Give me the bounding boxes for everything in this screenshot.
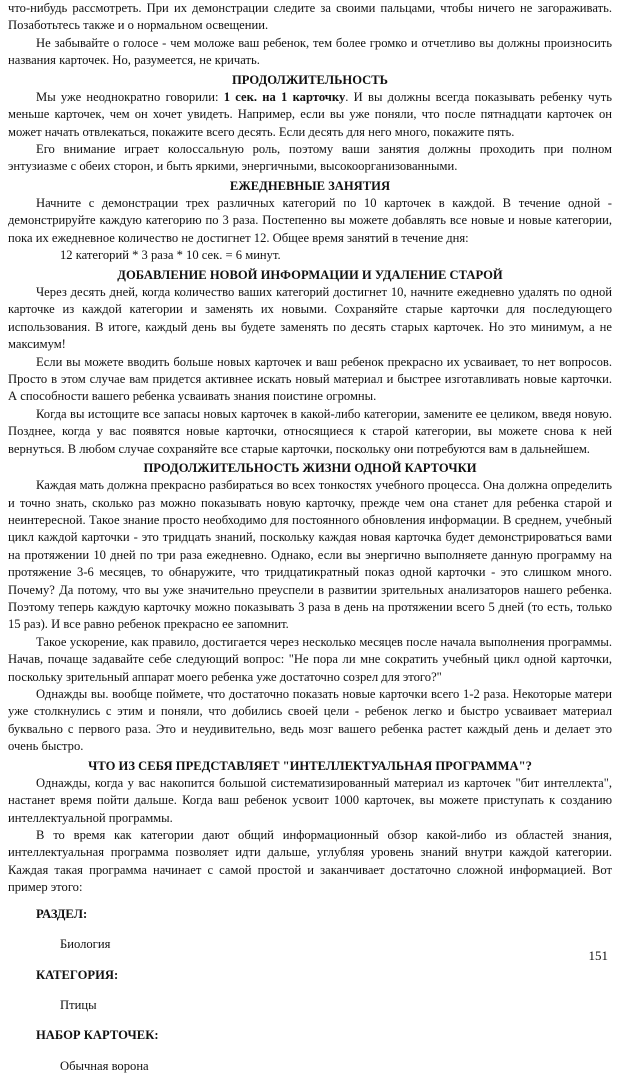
paragraph-lifespan-1: Каждая мать должна прекрасно разбираться во всех тонкостях учебного процесса. Она должна определить и точно знать, сколько раз можно показывать новую карточку, прежде чем она станет для ребенка старой и неинтересной. Такое знание просто необходимо для постоянного обновления информации. В среднем, учебный цикл каждой карточки - это тридцать знаний, поскольку каждая новая карточка будет демонстрироваться вами на протяжении 10 дней по три раза ежедневно. Однако, если вы энергично выполняете данную программу на протяжение 3-6 месяцев, то обнаружите, что тридцатикратный показ одной карточки - это слишком много. Почему? Да потому, что вы уже значительно преуспели в развитии зрительных анализаторов нашего ребенка. Поэтому теперь каждую карточку можно показывать 3 раза в день на протяжении всего 5 дней (то есть, только 15 раз). И все равно ребенок прекрасно ее запомнит. [8, 478, 612, 632]
heading-duration: ПРОДОЛЖИТЕЛЬНОСТЬ [232, 72, 388, 87]
label-category: КАТЕГОРИЯ: [36, 967, 119, 982]
paragraph-lifespan-3: Однажды вы. вообще поймете, что достаточно показать новые карточки всего 1-2 раза. Некоторые матери уже столкнулись с этим и поняли, что добились своей цели - ребенок легко и быстро усваивает материал буквально с первого раза. Это и неудивительно, ведь мозг вашего ребенка растет каждый день и делает это очень быстро. [8, 687, 612, 754]
value-section: Биология [60, 937, 111, 952]
duration-text-end: . И вы должны всегда показывать ребенку чуть меньше карточек, чем он хочет увидеть. Например, если вы уже поняли, что после пятнадцати карточек он может начать отвлекаться, покажите всего десять. Если десять для него много, покажите пять. [8, 89, 612, 139]
paragraph-lifespan-2: Такое ускорение, как правило, достигается через несколько месяцев после начала выполнения программы. Начав, почаще задавайте себе следующий вопрос: "Не пора ли мне сократить учебный цикл одной карточки, поскольку зрительный аппарат моего ребенка уже достаточно созрел для этого?" [8, 634, 612, 684]
time-formula: 12 категорий * 3 раза * 10 сек. = 6 минут. [60, 248, 281, 263]
value-card-set: Обычная ворона [60, 1058, 149, 1073]
paragraph-adding-1: Через десять дней, когда количество ваших категорий достигнет 10, начните ежедневно удалять по одной карточке из каждой категории и заменять их новыми. Сохраняйте старые карточки для последующего использования. В итоге, каждый день вы будете заменять по десять старых карточек. Но это минимум, а не максимум! [8, 284, 612, 352]
heading-card-lifespan: ПРОДОЛЖИТЕЛЬНОСТЬ ЖИЗНИ ОДНОЙ КАРТОЧКИ [143, 460, 477, 475]
heading-daily-sessions: ЕЖЕДНЕВНЫЕ ЗАНЯТИЯ [229, 178, 391, 193]
paragraph-duration [8, 89, 612, 141]
page-number: 151 [588, 948, 608, 963]
paragraph-adding-3: Когда вы истощите все запасы новых карточек в какой-либо категории, замените ее целиком, введя новую. Позднее, когда у вас появятся новые карточки, относящиеся к старой категории, вы можете снова к ней вернуться. В любом случае сохраняйте все старые карточки, поскольку они потребуются вам в дальнейшем. [8, 406, 612, 456]
paragraph-attention: Его внимание играет колоссальную роль, поэтому ваши занятия должны проходить при полном энтузиазме с обеих сторон, и быть яркими, энергичными, высокоорганизованными. [8, 142, 612, 174]
paragraph-adding-2: Если вы можете вводить больше новых карточек и ваш ребенок прекрасно их усваивает, то нет вопросов. Просто в этом случае вам придется активнее искать новый материал и быстрее изготавливать новые карточки. А способности вашего ребенка усваивать знания поистине огромны. [8, 354, 612, 404]
duration-text-start: Мы уже неоднократно говорили: [36, 89, 224, 104]
heading-intellectual-program: ЧТО ИЗ СЕБЯ ПРЕДСТАВЛЯЕТ "ИНТЕЛЛЕКТУАЛЬНАЯ ПРОГРАММА"? [88, 758, 532, 773]
document-body [8, 0, 612, 1075]
paragraph-voice: Не забывайте о голосе - чем моложе ваш ребенок, тем более громко и отчетливо вы должны произносить названия карточек. Но, разумеется, не кричать. [8, 35, 612, 68]
duration-rule-bold: 1 сек. на 1 карточку [223, 89, 346, 104]
paragraph-intro-continued: что-нибудь рассмотреть. При их демонстрации следите за своими пальцами, чтобы ничего не загораживать. Позаботьтесь также и о нормальном освещении. [8, 1, 612, 33]
paragraph-daily: Начните с демонстрации трех различных категорий по 10 карточек в каждой. В течение одной - демонстрируйте каждую категорию по 3 раза. Постепенно вы можете добавлять все новые и новые категории, пока их ежедневное количество не достигнет 12. Общее время занятий в течение дня: [8, 196, 612, 245]
label-section: РАЗДЕЛ: [36, 906, 88, 921]
paragraph-program-2: В то время как категории дают общий информационный обзор какой-либо из областей знания, интеллектуальная программа позволяет идти дальше, углубляя уровень знаний внутри каждой категории. Каждая такая программа начинает с самой простой и заканчивает достаточно сложной информацией. Вот пример этого: [8, 828, 612, 895]
value-category: Птицы [60, 997, 97, 1012]
label-card-set: НАБОР КАРТОЧЕК: [36, 1028, 159, 1043]
heading-adding-info: ДОБАВЛЕНИЕ НОВОЙ ИНФОРМАЦИИ И УДАЛЕНИЕ СТАРОЙ [117, 267, 503, 282]
paragraph-program-1: Однажды, когда у вас накопится большой систематизированный материал из карточек "бит интеллекта", настанет время пойти дальше. Когда ваш ребенок усвоит 1000 карточек, вы можете приступать к созданию интеллектуальной программы. [8, 775, 612, 825]
